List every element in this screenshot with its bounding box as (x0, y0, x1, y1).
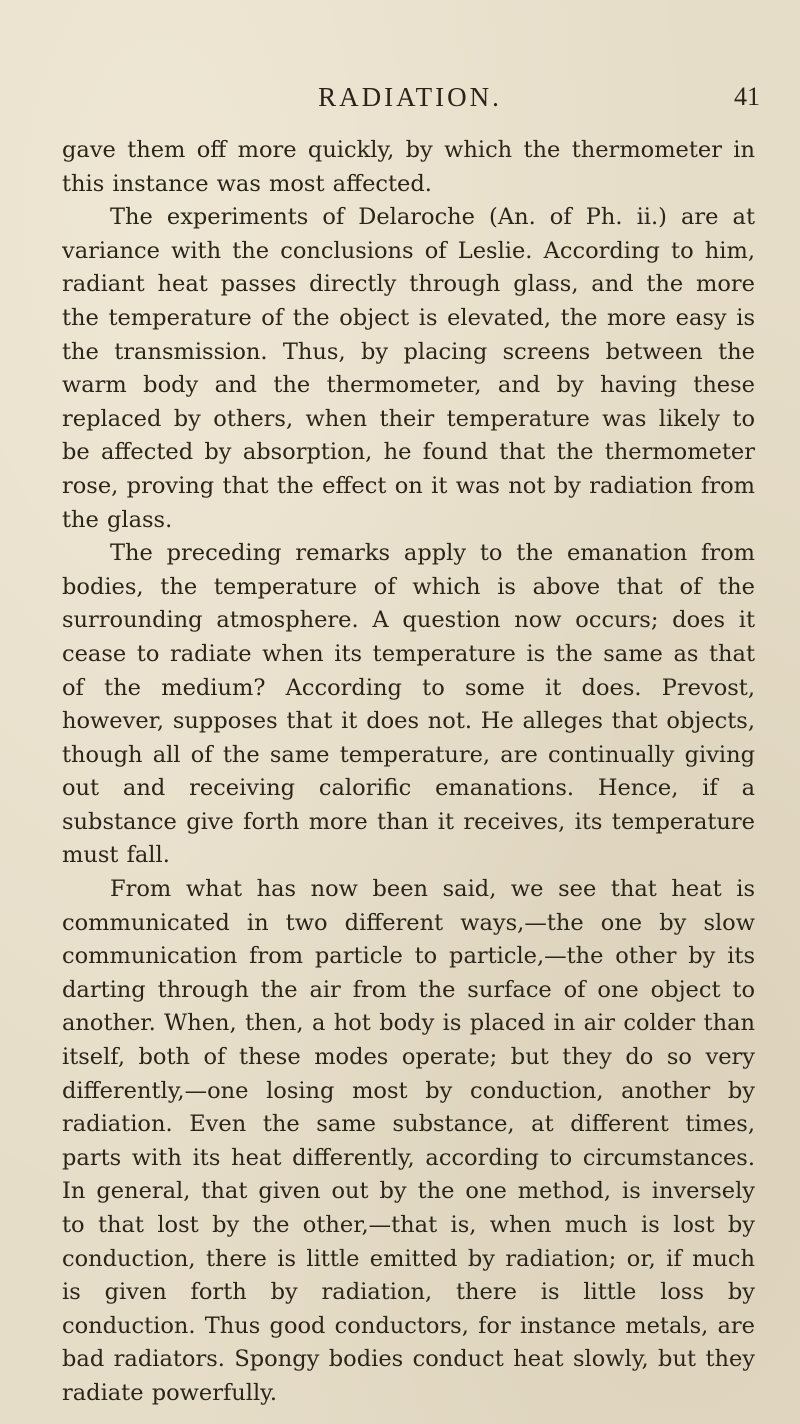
page-number: 41 (734, 82, 760, 111)
paragraph-delaroche: The experiments of Delaroche (An. of Ph. ii.) are at variance with the conclusions of Leslie. According to him, radiant heat passes directly through glass, and the more the temperature of the object is elevated, the more easy is the transmission. Thus, by placing screens between the warm body and the thermometer, and by having these replaced by others, when their temperature was likely to be affected by absorption, he found that the thermometer rose, proving that the effect on it was not by radiation from the glass. (62, 204, 755, 533)
running-title: RADIATION. (318, 82, 502, 112)
paragraph-communication: From what has now been said, we see that heat is communicated in two different ways,—the one by slow communication from particle to particle,—the other by its darting through the air from the surface of one object to another. When, then, a hot body is placed in air colder than itself, both of these modes operate; but they do so very differently,—one losing most by conduction, another by radiation. Even the same substance, at different times, parts with its heat differently, according to circumstances. In general, that given out by the one method, is inversely to that lost by the other,—that is, when much is lost by conduction, there is little emitted by radiation; or, if much is given forth by radiation, there is little loss by conduction. Thus good conductors, for instance metals, are bad radiators. Spongy bodies conduct heat slowly, but they radiate powerfully. (62, 876, 755, 1406)
paragraph-continuation: gave them off more quickly, by which the thermometer in this instance was most affected. (62, 137, 755, 197)
body-text (62, 134, 755, 1411)
running-head (60, 82, 760, 116)
paragraph-emanation: The preceding remarks apply to the emanation from bodies, the temperature of which is above that of the surrounding atmosphere. A question now occurs; does it cease to radiate when its temperature is the same as that of the medium? According to some it does. Prevost, however, supposes that it does not. He alleges that objects, though all of the same temperature, are continually giving out and receiving calorific emanations. Hence, if a substance give forth more than it receives, its temperature must fall. (62, 540, 755, 869)
